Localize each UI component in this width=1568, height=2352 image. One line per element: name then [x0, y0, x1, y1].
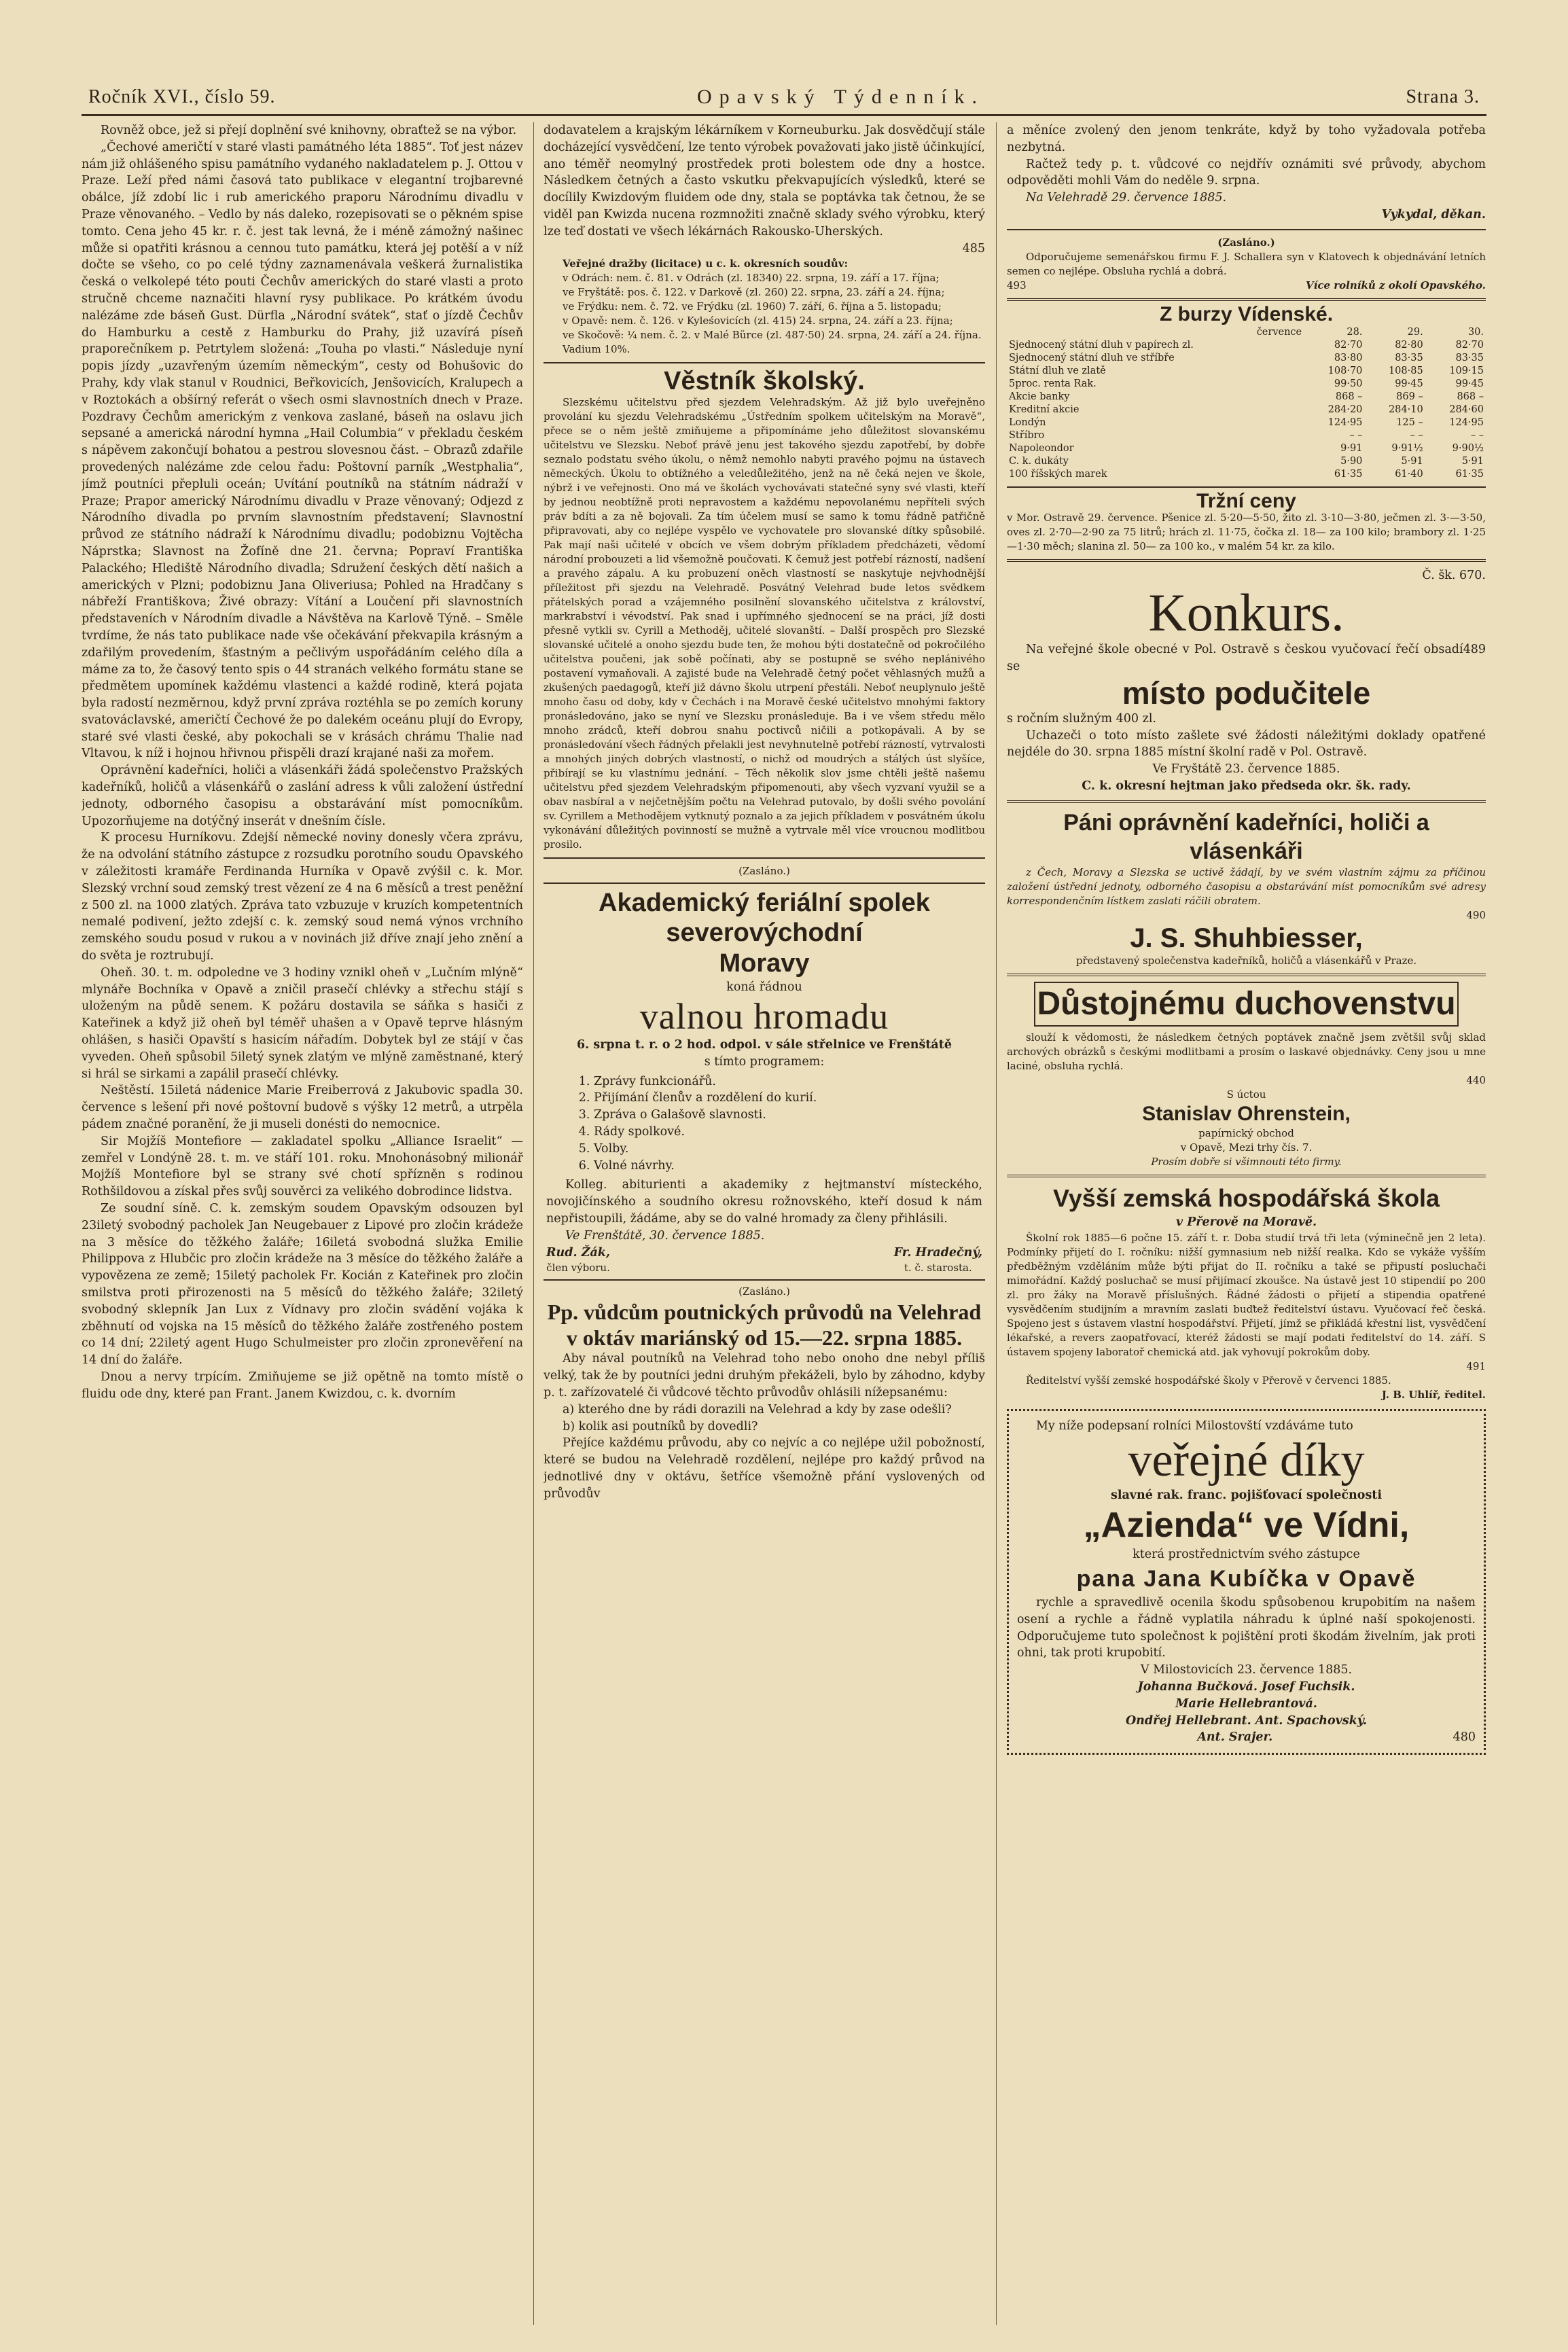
duchovenstvu-text: slouží k vědomosti, že následkem četných poptávek značně jsem zvětšil svůj sklad archových obrázků s českými modlitbami a prosím o laskavé objednávky. Ceny jsou u mne laciné, obsluha rychlá. [1007, 1031, 1486, 1072]
spolek-title: Akademický feriální spolek severovýchodní [599, 889, 930, 948]
ohrenstein-name: Stanislav Ohrenstein, [1142, 1102, 1351, 1125]
reference-number: 485 [962, 241, 985, 255]
table-cell: 61·35 [1334, 468, 1363, 480]
table-row [1007, 468, 1486, 481]
table-header: 28. [1347, 326, 1363, 338]
divider [1007, 229, 1486, 230]
table-cell: 125 – [1396, 416, 1423, 428]
duchovenstvu-title: Důstojnému duchovenstvu [1034, 982, 1459, 1027]
signature-name: Rud. Žák, [546, 1245, 611, 1260]
table-header: července [1256, 326, 1302, 338]
table-cell: 5·91 [1461, 455, 1484, 467]
page-header [88, 80, 1480, 114]
table-cell: 284·10 [1388, 404, 1423, 415]
signature-role: člen výboru. [546, 1262, 610, 1275]
kadernici-title: Páni oprávnění kadeřníci, holiči a vlásenkáři [1063, 809, 1429, 864]
table-cell: 868 – [1457, 391, 1484, 402]
diky-signatures: Marie Hellebrantová. [1175, 1696, 1317, 1711]
table-row [1007, 378, 1486, 391]
diky-which: která prostřednictvím svého zástupce [1133, 1548, 1360, 1562]
column-1 [82, 122, 523, 2325]
divider [1007, 800, 1486, 803]
article-paragraph: K procesu Hurníkovu. Zdejší německé noviny donesly včera zprávu, že na odvolání státního zástupce z rozsudku porotního soudu Opavského v záležitosti kramáře Ferdinanda Hurníka v Opavě zvýšil c. k. Mor. Slezský vrchní soud zemský trest vězení ze 4 na 6 měsíců a trest peněžní z 500 zl. na 1000 zlatých. Zpráva tato vzbuzuje v kruzích kompetentních nemalé podivení, ježto zdejší c. k. zemský soud nemá výnos vrchního zemského soudu posud v rukou a v novinách již dříve znají jeho znění a do světa je roztrubují. [82, 831, 523, 963]
signature-role: t. č. starosta. [904, 1262, 972, 1275]
divider [544, 857, 985, 859]
schallera-text: Odporučujeme semenářskou firmu F. J. Schallera syn v Klatovech k objednávání letních semen co nejlépe. Obsluha rychlá a dobrá. [1007, 250, 1486, 277]
ohrenstein-address: v Opavě, Mezi trhy čís. 7. [1180, 1141, 1313, 1154]
article-paragraph: a měníce zvolený den jenom tenkráte, když by toho vyžadovala potřeba nezbytná. [1007, 124, 1486, 154]
table-row [1007, 455, 1486, 468]
divider [1007, 559, 1486, 562]
table-cell: 5·90 [1340, 455, 1363, 467]
article-paragraph: Slezskému učitelstvu před sjezdem Velehradským. Až již bylo uveřejněno provolání ku sjezdu Velehradskému „Ústředním spolkem učitelským na Moravě“, přece se o něm ještě zmiňujeme a připomínáme jeho důležitost slovanskému učitelstvu ve Slezsku. Neboť právě jenu jest takového sjezdu zapotřebí, by dobře seznalo podstatu svého úkolu, o němž nemohlo nabyti pravého pojmu na ústavech německých. Úkolu to obtížného a veledůležitého, jenž na ně čeká nejen ve škole, nýbrž i ve veřejnosti. Ono má ve školách vychovávati statečné syny své vlasti, kteří by jednou neobtížně proti nepravostem a každému nepovolanému nepříteli svých práv bdíti a za ně bojovali. Za tím účelem musí se samo k tomu řádně patřičně připravovati, aby co nejlépe vyspělo ve vychovatele pro slovanské dítky spůsobilé. Pak mají naši učitelé v obcích ve všem dobrým příkladem předcházeti, vědomí národní probouzeti a lid všemožně poučovati. K čemuž jest potřebí rázností, nadšení a pravého zápalu. A ku probuzení oněch vlastností se naskytuje nejvhodnější příležitost při sjezdu na Velehradě. Posvátný Velehrad bude letos svědkem přátelských porad a vzájemného posilnění slovanského učitelstva z království, markrabství i vévodství. Pak snad i upřímného sjednocení se na práci, jíž dosti přesně vytkli sv. Cyrill a Methoděj, učitelé slovanští. – Další prospěch pro Slezské slovanské učitelé a onoho sjezdu bude ten, že mohou býti dostatečně od pokročilého učitelstva poučeni, jak sobě počínati, aby se postupně se svého neplánivého postavení vymaňovali. A zajisté bude na Velehradě četný počet věhlasných mužů a zkušených paedagogů, kteří již dávno školu utrpení přestáli. Neboť neuplynulo ještě mnoho času od doby, kdy v Čechách i na Moravě české učitelstvo mnohými faktory pronásledováno, jako se nyní ve Slezsku pronásleduje. Ba i ve všem středu mělo mnoho zrádců, kteří dobrou snahu poctivců ničili a potkopávali. A by se pronásledování všech řádných přelakli jest nevyhnutelně potřebí rázností, vytrvalosti a mnohých jiných dobrých vlastností, o nichž od moudrých a stálých úst slyšíce, přibírají se ku vlastnímu jednání. – Těch několik slov jsme chtěli ještě našemu učitelstvu před sjezdem Velehradským připomenouti, aby všech vyzvaní využil se a obav nasbíral a v nejčetnějším počtu na Velehrad putovalo, by došli svého povolání sv. Cyrillem a Methodějem vytknutý poznalo a za jejich příkladem v posvátném úkolu vykonávání důležitých povinností se mužně a vytrvale měl více vroucnou modlitbou prosilo. [544, 396, 985, 851]
kubicek-name: pana Jana Kubíčka v Opavě [1076, 1565, 1416, 1592]
program-item: 5. Volby. [594, 1141, 982, 1158]
table-cell: 124·95 [1328, 416, 1363, 428]
table-cell: 82·80 [1395, 339, 1423, 351]
article-paragraph: Dnou a nervy trpícím. Zmiňujeme se již opětně na tomto místě o fluidu ode dny, které pan Frant. Janem Kwizdou, c. k. dvorním [82, 1370, 523, 1401]
auction-item: v Odrách: nem. č. 81. v Odrách (zl. 18340) 22. srpna, 19. září a 17. října; [563, 272, 940, 285]
kadernici-role: představený společenstva kadeřníků, holičů a vlásenkářů v Praze. [1075, 954, 1417, 967]
spolek-region: Moravy [719, 949, 810, 978]
reference-number: 491 [1466, 1359, 1486, 1372]
divider [1007, 1175, 1486, 1177]
newspaper-title: Opavský Týdenník. [696, 86, 985, 108]
skola-title: Vyšší zemská hospodářská škola [1053, 1183, 1440, 1212]
skola-signature-place: Ředitelství vyšší zemské hospodářské školy v Přerově v červenci 1885. [1026, 1374, 1391, 1387]
diky-sub: slavné rak. franc. pojišťovací společnosti [1110, 1489, 1383, 1503]
table-cell: 82·70 [1455, 339, 1484, 351]
table-header: 29. [1407, 326, 1423, 338]
skola-subtitle: v Přerově na Moravě. [1175, 1215, 1317, 1229]
table-cell: C. k. dukáty [1009, 455, 1069, 467]
reference-number: 440 [1466, 1073, 1486, 1086]
duchovenstvu-s-uctou: S úctou [1226, 1088, 1266, 1101]
program-item: 3. Zpráva o Galašově slavnosti. [594, 1107, 982, 1124]
table-row [1007, 416, 1486, 429]
table-cell: 99·45 [1455, 378, 1484, 389]
table-cell: 5proc. renta Rak. [1009, 378, 1097, 389]
article-paragraph: Oheň. 30. t. m. odpoledne ve 3 hodiny vznikl oheň v „Lučním mlýně“ mlynáře Bochníka v Opavě a zničil prasečí chlévky a střechu stájí s uloženým na půdě senem. K požáru dostavila se sáňka s hasiči z Kateřinek a když již oheň byl téměř uhašen a v Opavě teprve hlásným ohlášen, s hasiči Opavští s hasicím nářadím. Dobytek byl ze stájí v čas vyveden. Oheň spůsobil 5iletý synek zlatým ve mlýně zaměstnané, který si hrál se sirkami a zapálil prasečí chlévky. [82, 965, 523, 1081]
misto-title: místo podučitele [1122, 675, 1371, 711]
spolek-ad [544, 883, 985, 1281]
pouti-title: Pp. vůdcům poutnických průvodů na Velehrad v oktáv mariánský od 15.—22. srpna 1885. [547, 1300, 982, 1351]
reference-number: 490 [1466, 908, 1486, 921]
table-cell: 83·35 [1395, 352, 1423, 363]
table-cell: 99·45 [1395, 378, 1423, 389]
diky-ad [1007, 1409, 1486, 1756]
table-cell: Londýn [1009, 416, 1046, 428]
article-paragraph: Sir Mojžíš Montefiore — zakladatel spolku „Alliance Israelit“ — zemřel v Londýně 28. t. m. ve stáří 101. roku. Mnohonásobný milionář Mojžíš Montefiore byl se strany své chotí spřízněn s rodinou Rothšildovou a získal přes svůj souvěrci za velikého dobrodince lidstva. [82, 1134, 523, 1199]
skola-text: Školní rok 1885—6 počne 15. září t. r. Doba studií trvá tři leta (výminečně jen 2 leta). Podmínky přijetí do I. ročníku: nižší gymnasium neb nižší realka. Kdo se vykáže vyšším předběžným vzděláním může býti přijat do II. ročníku a také se připustí posluchači mimořádní. Každý posluchač se musí přijímací zkoušce. Na ústavě jest 10 stipendií po 200 zl. pro žáky na Moravě příslušných. Řádné žádosti o přijetí a stipendia opatřené vysvědčením studijním a mravním zaslati buďtež ředitelství ústavu. Vyučovací řeč česká. Spojeno jest s ústavem vlastní hospodářství. Přijetí, jímž se přikládá křestní list, vysvědčení lékařské, a revers zaopatřovací, kteréž žádosti se mají podati ředitelství do 14. září. S ústavem spojeny laboratoř chemická atd. jak vyhovují pokrokům doby. [1007, 1231, 1486, 1358]
ceny-title: Tržní ceny [1196, 489, 1296, 512]
ceny-text: v Mor. Ostravě 29. července. Pšenice zl. 5·20—5·50, žito zl. 3·10—3·80, ječmen zl. 3·—3·50, oves zl. 2·70—2·90 za 75 litrů; hrách zl. 11·75, čočka zl. 18— za 100 kilo; brambory zl. 1·25—1·30 měch; slanina zl. 50— za 100 ko., v malém 54 kr. za kilo. [1007, 512, 1486, 553]
table-header-row [1007, 326, 1486, 339]
divider [544, 362, 985, 363]
volume-issue: Ročník XVI., číslo 59. [88, 86, 276, 107]
question-a: a) kterého dne by rádi dorazili na Velehrad a kdy by zase odešli? [563, 1402, 952, 1416]
article-paragraph: Ze soudní síně. C. k. zemským soudem Opavským odsouzen byl 23iletý svobodný pacholek Jan Neugebauer z Lipové pro zločin krádeže na 3 měsíce do těžkého žaláře; 16iletá svobodná služka Emilie Philippova z Hlubčic pro zločin krádeže na 3 měsíce do těžkého žaláře a vypovězena ze země; 15iletý pacholek Fr. Kocián z Kateřinek pro zločin smilstva proti přirozenosti na 5 měsíců do těžkého žaláře; 32iletý svobodný sklepník Jan Lux z Vídnavy pro zločin svádění vojáka k zběhnutí od vojska na 15 měsíců do těžkého žaláře zostřeného postem co 14 dní; 22iletý agent Hugo Schulmeister pro zločin zpronevěření na 14 dní do žaláře. [82, 1202, 523, 1368]
table-cell: 124·95 [1449, 416, 1484, 428]
article-paragraph: Přejíce každému průvodu, aby co nejvíc a co nejlépe užil pobožností, které se budou na Velehradě rozdělení, nejlépe pro každý průvod na jednotlivé dny v oktávu, šetříce všemožně přání vyslovených od průvodův [544, 1436, 985, 1501]
diky-title: veřejné díky [1128, 1434, 1365, 1487]
table-row [1007, 339, 1486, 352]
table-cell: 108·70 [1328, 365, 1363, 376]
hromada-title: valnou hromadu [639, 995, 889, 1037]
konkurs-title: Konkurs. [1148, 583, 1344, 643]
table-row [1007, 391, 1486, 404]
table-cell: 284·20 [1328, 404, 1363, 415]
konkurs-place: Ve Fryštátě 23. července 1885. [1152, 762, 1340, 777]
konkurs-text: Uchazeči o toto místo zašlete své žádosti náležitými doklady opatřené nejdéle do 30. srpna 1885 místní školní radě v Pol. Ostravě. [1007, 728, 1486, 760]
page-number: Strana 3. [1406, 86, 1480, 107]
schallera-signature: Více rolníků z okolí Opavského. [1306, 279, 1486, 291]
table-cell: 9·90½ [1452, 442, 1484, 454]
konkurs-signature: C. k. okresní hejtman jako předseda okr. šk. rady. [1082, 779, 1411, 793]
table-cell: 100 říšských marek [1009, 468, 1107, 480]
article-paragraph: Aby nával poutníků na Velehrad toho nebo onoho dne nebyl příliš velký, tak že by poutníci jedni druhým překáželi, bylo by záhodno, kdyby p. t. zařízovatelé či vůdcové těchto průvodův ohlásili nížepsanému: [544, 1352, 985, 1400]
konkurs-salary: s ročním služným 400 zl. [1007, 711, 1156, 726]
program-item: 2. Přijímání členův a rozdělení do kurií. [594, 1090, 982, 1107]
diky-signatures: Ondřej Hellebrant. Ant. Spachovský. [1125, 1713, 1368, 1728]
velehrad-signature: Vykydal, děkan. [1381, 207, 1486, 221]
program-item: 4. Rády spolkové. [594, 1124, 982, 1141]
zaslano-label: (Zasláno.) [738, 865, 790, 878]
table-cell: 109·15 [1449, 365, 1484, 376]
table-cell: Napoleondor [1009, 442, 1074, 454]
konkurs-text: Na veřejné škole obecné v Pol. Ostravě s českou vyučovací řečí obsadí se [1007, 643, 1463, 673]
table-cell: 868 – [1335, 391, 1363, 402]
auction-item: ve Skočově: ¼ nem. č. 2. v Malé Bürce (zl. 487·50) 24. srpna, 24. září a 24. října. [563, 329, 982, 342]
section-title: Věstník školský. [664, 367, 865, 396]
question-b: b) kolik asi poutníků by dovedli? [563, 1419, 758, 1433]
table-cell: Sjednocený státní dluh v papírech zl. [1009, 339, 1194, 351]
zaslano-label: (Zasláno.) [1217, 236, 1275, 249]
table-cell: 61·35 [1455, 468, 1484, 480]
table-cell: Kreditní akcie [1009, 404, 1080, 415]
column-divider [996, 122, 997, 2325]
table-row [1007, 365, 1486, 378]
reference-number: 489 [1463, 643, 1486, 657]
auction-item: ve Frýdku: nem. č. 72. ve Frýdku (zl. 1960) 7. září, 6. října a 5. listopadu; [563, 300, 942, 313]
column-divider [533, 122, 534, 2325]
table-cell: – – [1410, 429, 1423, 441]
column-3 [1007, 122, 1486, 2325]
table-cell: 284·60 [1449, 404, 1484, 415]
ohrenstein-role: papírnický obchod [1198, 1126, 1294, 1139]
article-paragraph: Račtež tedy p. t. vůdcové co nejdřív oznámiti své průvody, abychom odpověděti mohli Vám do neděle 9. srpna. [1007, 157, 1486, 188]
diky-place: V Milostovicích 23. července 1885. [1140, 1663, 1353, 1677]
auction-item: Vadium 10%. [563, 343, 630, 356]
divider [1007, 298, 1486, 301]
spolek-text: Kolleg. abiturienti a akademiky z hejtmanství místeckého, novojičínského a soudního okresu rožnovského, kteří dosud k nám nepřistoupili, žádáme, aby se do valné hromady za členy přihlásili. [546, 1178, 982, 1226]
table-row [1007, 442, 1486, 455]
table-cell: Akcie banky [1009, 391, 1070, 402]
signatures [546, 1245, 982, 1276]
zaslano-label: (Zasláno.) [738, 1285, 790, 1298]
table-cell: – – [1349, 429, 1363, 441]
table-cell: 99·50 [1334, 378, 1363, 389]
program-list [594, 1073, 982, 1175]
table-cell: – – [1470, 429, 1484, 441]
table-row [1007, 352, 1486, 365]
konkurs-number: Č. šk. 670. [1422, 569, 1486, 583]
divider [1007, 486, 1486, 488]
auction-item: v Opavě: nem. č. 126. v Kyleśovicích (zl. 415) 24. srpna, 24. září a 23. října; [563, 315, 953, 327]
spolek-place: Ve Frenštátě, 30. července 1885. [565, 1228, 765, 1243]
table-row [1007, 404, 1486, 416]
column-2 [544, 122, 985, 2325]
table-header: 30. [1467, 326, 1484, 338]
program-label: s tímto programem: [704, 1054, 825, 1069]
program-item: 6. Volné návrhy. [594, 1158, 982, 1175]
header-rule [82, 114, 1486, 116]
kadernici-text: z Čech, Moravy a Slezska se uctivě žádají, by ve svém vlastním zájmu za příčinou založení ústřední jednoty, odborného časopisu a obstarávání míst pomocníkům své adresy korrespondenčním lístkem zaslati ráčili obratem. [1007, 866, 1486, 907]
table-row [1007, 429, 1486, 442]
kadernici-name: J. S. Shuhbiesser, [1130, 923, 1363, 953]
spolek-line: koná řádnou [726, 980, 802, 995]
auctions-title: Veřejné dražby (licitace) u c. k. okresních soudův: [563, 257, 849, 270]
diky-intro: My níže podepsaní rolníci Milostovští vzdáváme tuto [1036, 1419, 1353, 1433]
divider [1007, 974, 1486, 976]
table-cell: 108·85 [1388, 365, 1423, 376]
article-paragraph: Rovněž obce, jež si přejí doplnění své knihovny, obraťtež se na výbor. [101, 124, 517, 137]
article-paragraph: Neštěstí. 15iletá nádenice Marie Freiberrová z Jakubovic spadla 30. července s lešení při nové poštovní budově s výšky 12 metrů, a utrpěla pádem značné poranění, že ji museli donésti do nemocnice. [82, 1084, 523, 1132]
azienda-title: „Azienda“ ve Vídni, [1083, 1505, 1410, 1546]
table-cell: 82·70 [1334, 339, 1363, 351]
table-cell: 9·91½ [1391, 442, 1423, 454]
signature-name: Fr. Hradečný, [893, 1245, 982, 1260]
prosim-note: Prosím dobře si všimnouti této firmy. [1151, 1155, 1342, 1168]
velehrad-place: Na Velehradě 29. července 1885. [1026, 191, 1227, 205]
table-cell: 83·80 [1334, 352, 1363, 363]
diky-signatures: Ant. Srajer. [1197, 1730, 1273, 1745]
diky-signatures: Johanna Bučková. Josef Fuchsik. [1137, 1679, 1355, 1694]
burza-title: Z burzy Vídenské. [1159, 302, 1334, 325]
table-cell: Státní dluh ve zlatě [1009, 365, 1106, 376]
reference-number: 480 [1453, 1730, 1476, 1745]
auction-item: ve Fryštátě: pos. č. 122. v Darkově (zl. 260) 22. srpna, 23. září a 24. října; [563, 286, 945, 299]
hromada-date: 6. srpna t. r. o 2 hod. odpol. v sále střelnice ve Frenštátě [577, 1037, 952, 1052]
exchange-table [1007, 326, 1486, 481]
table-cell: 869 – [1396, 391, 1423, 402]
table-cell: 61·40 [1395, 468, 1423, 480]
table-cell: Sjednocený státní dluh ve stříbře [1009, 352, 1175, 363]
article-paragraph: „Čechové američtí v staré vlasti památného léta 1885“. Toť jest název nám již ohlášeného spisu památního vydaného nakladatelem p. J. Ottou v Praze. Leží před námi časová tato publikace v elegantní trojbarevné obálce, jíž zdobí lic i rub amerického praporu Národnímu divadlu v Praze věnovaného. – Vedlo by nás daleko, rozepisovati se o pěkném spise tomto. Cena jeho 45 kr. r. č. jest tak levná, že i méně zámožný našinec může si opatřiti krásnou a cennou tuto památku, která jej potěší a v níž dočte se všeho, co po celé týdny zaznamenávala veškerá žurnalistika česká o velkolepé této pouti Čechův amerických do staré vlasti a proto stručně chceme naznačiti hlavní rysy publikace. Po krátkém úvodu nalézáme zde báseň Gust. Dürfla „Národní svátek“, stať o jízdě Čechův do Hamburku a cestě z Hamburku do Prahy, již uzavírá píseň praporečníkem p. Petrtylem složená: „Touha po vlasti.“ Následuje nyní popis jízdy „uzavřeným územím německým“, cesty od Bohušovic do Prahy, kdy vlak stanul v Roudnici, Beřkovicích, Jenšovicích, Kralupech a v Roztokách a obšírný referát o všech osmi slavnostních dnech v Praze. Pozdravy Čechům americkým z venkova zaslané, báseň na oslavu jich sepsané a americká národní hymna „Hail Columbia“ v překladu českém s nápěvem zakončují bohatou a pestrou slovesnou část. – Obrazů zdařile provedených nalézáme zde celou řadu: Poštovní parník „Westphalia“, jímž poutníci přepluli oceán; Uvítání poutníků na státním nádraží v Praze; Prapor americký Národnímu divadlu v Praze věnovaný; Odjezd z Národního divadla po prvním slavnostním představení; Slavnostní průvod ze státního nádraží k Národnímu divadlu; podobiznu Vojtěcha Náprstka; Slavnost na Žofíně dne 21. června; Popraví Františka Palackého; Hlediště Národního divadla; Sdružení českých dětí našich a amerických v Plzni; podobiznu Jana Oliveriusa; Pohled na Hradčany s nábřeží Františkova; Živé obrazy: Vítání a Loučení při slavnostních představeních v Národním divadle a Návštěva na Karlově Týně. – Směle tvrdíme, že nás tato publikace nade vše očekávání překvapila krásným a zdařilým provedením, šťastným a pečlivým uspořádáním celého díla a máme za to, že časový tento spis o 44 stranách velkého formátu stane se předmětem upomínek každému vlastenci a každé rodině, která pojata byla radostí nezměrnou, když první zpráva roztéhla se po zemích koruny svatováclavské, američtí Čechové že po dalekém oceánu plují do Evropy, staré své vlasti české, aby pokochali se v krásách chrámu Thalie nad Vltavou, k níž i hojnou hřivnou přispěli drazí krajané naši za mořem. [82, 140, 523, 761]
program-item: 1. Zprávy funkcionářů. [594, 1073, 982, 1090]
table-cell: 9·91 [1340, 442, 1363, 454]
article-paragraph: Oprávnění kadeřníci, holiči a vlásenkáři žádá společenstvo Pražských kadeřníků, holičů a vlásenkářů o zaslání adress k vůli založení ústřední jednoty, odborného časopisu a obstarávání míst pomocníkům. Upozorňujeme na dotýčný inserát v dnešním čísle. [82, 764, 523, 828]
table-cell: Stříbro [1009, 429, 1045, 441]
table-cell: 5·91 [1401, 455, 1423, 467]
reference-number: 493 [1007, 279, 1027, 291]
diky-text: rychle a spravedlivě ocenila škodu spůsobenou krupobitím na našem osení a rychle a řádně vyplatila náhradu k úplné naší spokojenosti. Odporučujeme tuto společnost k pojištění proti škodám živelním, jak proti ohni, tak proti krupobití. [1017, 1595, 1476, 1660]
table-cell: 83·35 [1455, 352, 1484, 363]
article-paragraph: dodavatelem a krajským lékárníkem v Korneuburku. Jak dosvědčují stále docházející vysvědčení, lze tento výrobek považovati jako jistě účinkující, ano téměř neomylný prostředek proti bolestem ode dny a hostce. Následkem četných a často vskutku překvapujících výsledků, které se docílily Kwizdovým fluidem ode dny, stala se poptávka tak četnou, že se viděl pan Kwizda nucena rozmnožiti značně sklady svého výrobku, který lze teď dostati ve všech lékárnách Rakousko-Uherských. [544, 124, 985, 238]
skola-signature: J. B. Uhlíř, ředitel. [1381, 1388, 1486, 1401]
